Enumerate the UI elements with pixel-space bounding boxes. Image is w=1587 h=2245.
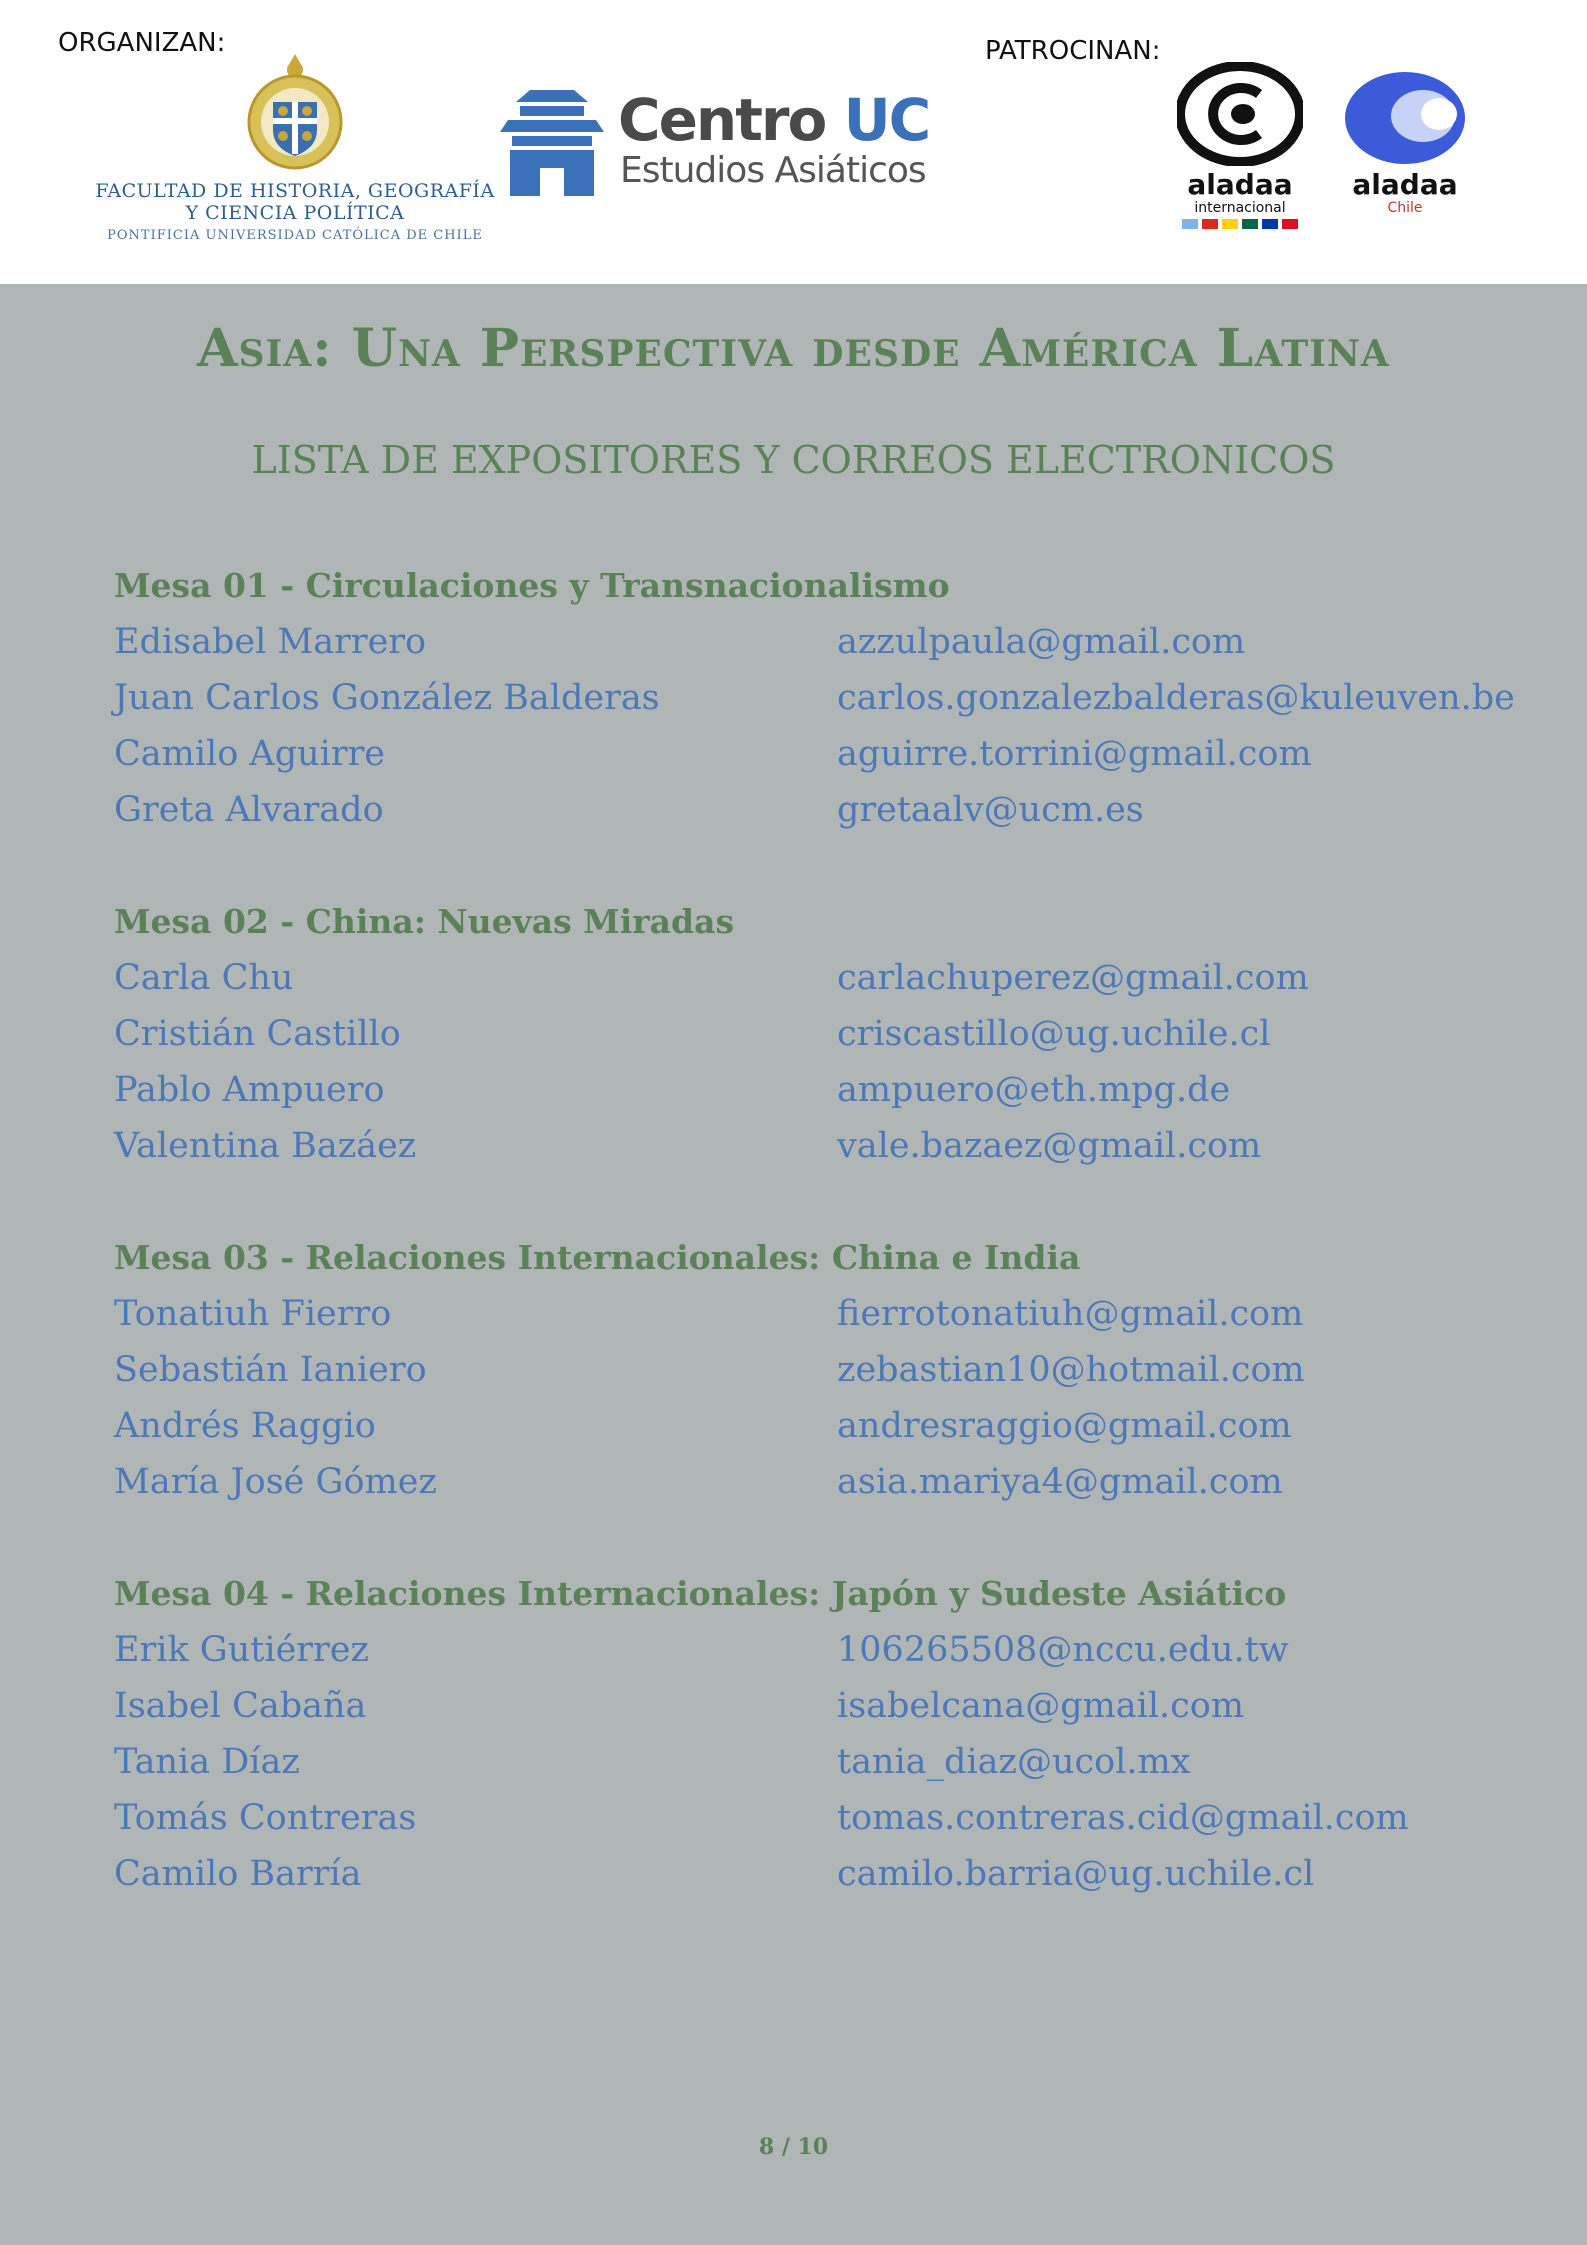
speaker-row	[114, 1622, 1514, 1678]
organizers-label: ORGANIZAN:	[58, 28, 226, 58]
speaker-name: Tomás Contreras	[114, 1798, 417, 1838]
panel-title: Mesa 01 - Circulaciones y Transnacionalismo	[114, 566, 950, 605]
flags-icon	[1180, 217, 1300, 231]
pagoda-icon	[500, 90, 604, 198]
facultad-name-line2: Y CIENCIA POLÍTICA	[185, 202, 405, 224]
speaker-row	[114, 1286, 1514, 1342]
speaker-name: Isabel Cabaña	[114, 1686, 367, 1726]
speaker-email[interactable]: asia.mariya4@gmail.com	[837, 1462, 1283, 1502]
page-title: Asia: Una Perspectiva desde América Latina	[197, 318, 1390, 379]
centro-uc-subtitle: Estudios Asiáticos	[620, 150, 926, 191]
page-subtitle: LISTA DE EXPOSITORES Y CORREOS ELECTRONICOS	[251, 438, 1336, 482]
header-band	[0, 0, 1587, 284]
speaker-email[interactable]: andresraggio@gmail.com	[837, 1406, 1292, 1446]
speaker-row	[114, 1342, 1514, 1398]
speaker-email[interactable]: azzulpaula@gmail.com	[837, 622, 1246, 662]
facultad-logo	[95, 50, 495, 250]
speaker-row	[114, 1454, 1514, 1510]
speaker-name: Cristián Castillo	[114, 1014, 401, 1054]
aladaa-chile-sub: Chile	[1387, 200, 1423, 216]
speaker-row	[114, 614, 1514, 670]
speaker-email[interactable]: tania_diaz@ucol.mx	[837, 1742, 1191, 1782]
aladaa-swirl-icon	[1177, 62, 1303, 166]
speaker-name: Greta Alvarado	[114, 790, 384, 830]
sponsors-label: PATROCINAN:	[985, 36, 1161, 66]
speaker-name: Carla Chu	[114, 958, 294, 998]
speaker-email[interactable]: tomas.contreras.cid@gmail.com	[837, 1798, 1409, 1838]
centro-uc-logo	[500, 88, 960, 198]
speaker-name: Tania Díaz	[114, 1742, 300, 1782]
speaker-row	[114, 1062, 1514, 1118]
speaker-email[interactable]: carlos.gonzalezbalderas@kuleuven.be	[837, 678, 1515, 718]
speaker-row	[114, 1678, 1514, 1734]
speaker-email[interactable]: vale.bazaez@gmail.com	[837, 1126, 1262, 1166]
speaker-email[interactable]: ampuero@eth.mpg.de	[837, 1070, 1231, 1110]
aladaa-chile-logo	[1340, 70, 1470, 230]
speaker-name: Sebastián Ianiero	[114, 1350, 427, 1390]
speaker-name: Camilo Barría	[114, 1854, 362, 1894]
speaker-list	[114, 558, 1514, 1902]
centro-word: Centro	[618, 86, 826, 154]
speaker-row	[114, 950, 1514, 1006]
speaker-row	[114, 670, 1514, 726]
speaker-name: María José Gómez	[114, 1462, 437, 1502]
speaker-row	[114, 1734, 1514, 1790]
speaker-email[interactable]: camilo.barria@ug.uchile.cl	[837, 1854, 1315, 1894]
page-indicator: 8 / 10	[758, 2134, 829, 2160]
panel-title: Mesa 04 - Relaciones Internacionales: Japón y Sudeste Asiático	[114, 1574, 1287, 1613]
speaker-row	[114, 1790, 1514, 1846]
uc-word: UC	[843, 86, 930, 154]
facultad-name-line1: FACULTAD DE HISTORIA, GEOGRAFÍA	[95, 180, 495, 202]
university-name: PONTIFICIA UNIVERSIDAD CATÓLICA DE CHILE	[107, 228, 483, 243]
speaker-email[interactable]: zebastian10@hotmail.com	[837, 1350, 1305, 1390]
section-gap	[114, 838, 1514, 894]
centro-uc-wordmark	[618, 88, 929, 152]
speaker-row	[114, 726, 1514, 782]
speaker-name: Tonatiuh Fierro	[114, 1294, 392, 1334]
speaker-name: Camilo Aguirre	[114, 734, 386, 774]
panel-title: Mesa 03 - Relaciones Internacionales: China e India	[114, 1238, 1081, 1277]
section-gap	[114, 1510, 1514, 1566]
speaker-email[interactable]: carlachuperez@gmail.com	[837, 958, 1309, 998]
aladaa-internacional-logo	[1170, 62, 1310, 242]
speaker-row	[114, 1398, 1514, 1454]
speaker-row	[114, 1846, 1514, 1902]
aladaa-int-name: aladaa	[1187, 168, 1293, 201]
speaker-name: Juan Carlos González Balderas	[114, 678, 660, 718]
speaker-name: Erik Gutiérrez	[114, 1630, 369, 1670]
speaker-name: Pablo Ampuero	[114, 1070, 385, 1110]
speaker-name: Valentina Bazáez	[114, 1126, 417, 1166]
speaker-email[interactable]: isabelcana@gmail.com	[837, 1686, 1245, 1726]
speaker-email[interactable]: gretaalv@ucm.es	[837, 790, 1144, 830]
speaker-name: Andrés Raggio	[114, 1406, 376, 1446]
aladaa-chile-swirl-icon	[1343, 70, 1467, 166]
panel-title: Mesa 02 - China: Nuevas Miradas	[114, 902, 735, 941]
uc-crest-icon	[245, 50, 345, 176]
aladaa-chile-name: aladaa	[1352, 168, 1458, 201]
speaker-name: Edisabel Marrero	[114, 622, 427, 662]
speaker-row	[114, 1118, 1514, 1174]
section-gap	[114, 1174, 1514, 1230]
speaker-email[interactable]: aguirre.torrini@gmail.com	[837, 734, 1312, 774]
speaker-row	[114, 1006, 1514, 1062]
speaker-email[interactable]: fierrotonatiuh@gmail.com	[837, 1294, 1304, 1334]
aladaa-int-sub: internacional	[1194, 200, 1286, 216]
speaker-row	[114, 782, 1514, 838]
speaker-email[interactable]: 106265508@nccu.edu.tw	[837, 1630, 1289, 1670]
speaker-email[interactable]: criscastillo@ug.uchile.cl	[837, 1014, 1271, 1054]
